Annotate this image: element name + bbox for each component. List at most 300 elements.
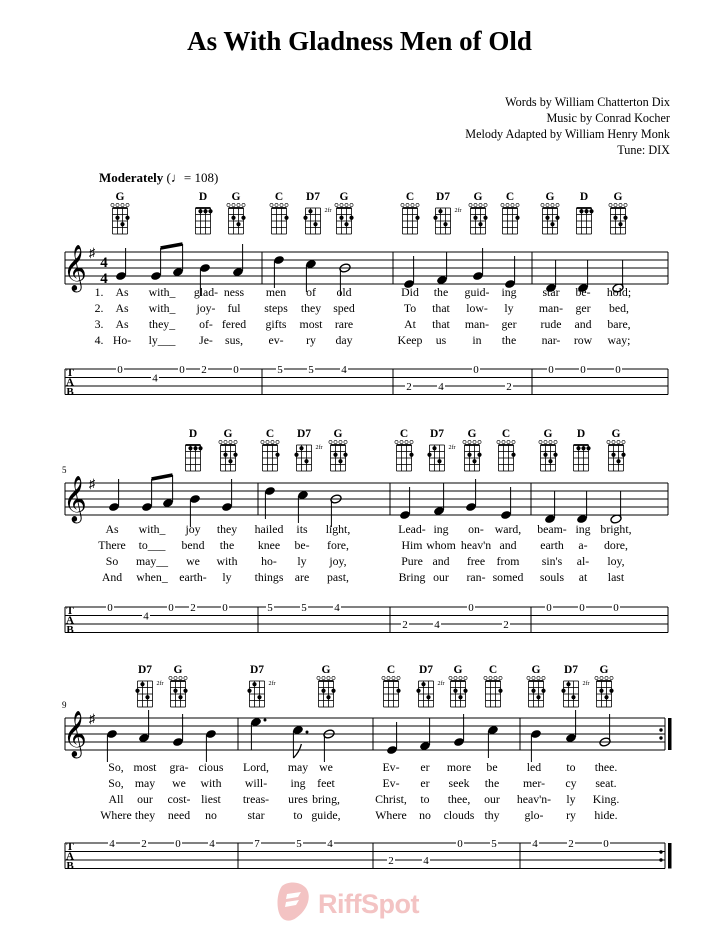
lyric-syllable: There: [98, 538, 126, 552]
finger-dot: [313, 222, 317, 226]
lyric-syllable: the: [484, 776, 500, 790]
lyric-syllable: with: [216, 554, 238, 568]
finger-dot: [515, 216, 519, 220]
chord-name: G: [115, 191, 125, 203]
tab-final-barline: [668, 843, 672, 869]
lyric-syllable: somed: [492, 570, 524, 584]
chord-name: D: [576, 428, 586, 440]
lyric-syllable: 1.: [94, 285, 104, 299]
lyric-syllable: with_: [138, 522, 166, 536]
open-string-marker: [459, 676, 462, 679]
lyric-syllable: clouds: [443, 808, 475, 822]
chord-diagram-icon: [595, 676, 614, 707]
lyric-syllable: Ho-: [112, 333, 132, 347]
tab-fret-number: 0: [473, 364, 479, 376]
chord-name: G: [321, 664, 331, 676]
lyric-syllable: whom: [426, 538, 456, 552]
lyric-syllable: So,: [108, 776, 124, 790]
open-string-marker: [605, 676, 608, 679]
chord-name: D7: [249, 664, 265, 676]
finger-dot: [618, 222, 622, 226]
lyric-syllable: Je-: [199, 333, 213, 347]
open-string-marker: [595, 676, 598, 679]
lyric-syllable: of-: [199, 317, 213, 331]
open-string-marker: [607, 440, 610, 443]
quarter-note-icon: ♩: [170, 170, 184, 185]
lyric-syllable: the: [501, 333, 517, 347]
fret-position-label: 2fr: [437, 681, 445, 687]
lyric-syllable: may: [287, 760, 309, 774]
finger-dot: [438, 209, 442, 213]
lyric-syllable: gra-: [169, 760, 189, 774]
lyric-syllable: sus,: [224, 333, 244, 347]
tab-fret-number: 0: [222, 602, 228, 614]
lyric-syllable: no: [419, 808, 431, 822]
music-system: [63, 191, 668, 398]
open-string-marker: [551, 203, 554, 206]
lyric-syllable: and: [574, 317, 592, 331]
finger-dot: [140, 682, 144, 686]
fret-position-label: 2fr: [315, 445, 323, 451]
tab-fret-number: 0: [548, 364, 554, 376]
tempo-bpm: = 108: [183, 170, 214, 185]
sharp-key-signature-icon: ♯: [88, 476, 96, 491]
fret-position-label: 2fr: [448, 445, 456, 451]
lyric-syllable: As: [105, 522, 119, 536]
lyric-syllable: So,: [108, 760, 124, 774]
tab-fret-number: 2: [190, 602, 196, 614]
open-string-marker: [327, 676, 330, 679]
finger-dot: [616, 459, 620, 463]
chord-name: D7: [305, 191, 321, 203]
open-string-marker: [275, 203, 278, 206]
lyric-syllable: they_: [148, 317, 176, 331]
open-string-marker: [111, 203, 114, 206]
finger-dot: [308, 209, 312, 213]
lyric-syllable: bright,: [600, 522, 632, 536]
lyric-syllable: loy,: [607, 554, 625, 568]
lyric-syllable: star: [542, 285, 560, 299]
lyric-syllable: mer-: [522, 776, 546, 790]
lyric-syllable: thy: [484, 808, 500, 822]
finger-dot: [145, 695, 149, 699]
chord-name: D: [198, 191, 208, 203]
fret-position-label: 2fr: [156, 681, 164, 687]
finger-dot: [198, 209, 202, 213]
chord-diagram-icon: [196, 208, 213, 234]
lyric-syllable: a-: [578, 538, 588, 552]
lyric-syllable: er: [420, 776, 430, 790]
tab-fret-number: 4: [209, 838, 215, 850]
open-string-marker: [271, 440, 274, 443]
note: [472, 248, 484, 281]
lyric-syllable: ry: [566, 808, 576, 822]
finger-dot: [231, 216, 235, 220]
open-string-marker: [484, 203, 487, 206]
open-string-marker: [270, 203, 273, 206]
open-string-marker: [600, 676, 603, 679]
finger-dot: [257, 695, 261, 699]
lyric-syllable: man-: [464, 317, 490, 331]
tab-fret-number: 0: [233, 364, 239, 376]
open-string-marker: [340, 203, 343, 206]
finger-dot: [426, 695, 430, 699]
lyric-syllable: sin's: [541, 554, 563, 568]
lyric-syllable: As: [115, 285, 129, 299]
open-string-marker: [410, 440, 413, 443]
tab-fret-number: 2: [568, 838, 574, 850]
chord-name: G: [453, 664, 463, 676]
chord-name: C: [265, 428, 275, 440]
chord-name: D7: [137, 664, 153, 676]
augmentation-dot: [306, 731, 309, 734]
lyric-syllable: seat.: [595, 776, 617, 790]
chord-name: D: [579, 191, 589, 203]
lyric-syllable: 2.: [94, 301, 104, 315]
chord-diagram-icon: [111, 203, 130, 234]
open-string-marker: [542, 676, 545, 679]
open-string-marker: [392, 676, 395, 679]
lyric-syllable: guid-: [464, 285, 490, 299]
finger-dot: [183, 689, 187, 693]
finger-dot: [463, 689, 467, 693]
lyric-syllable: hide.: [594, 808, 618, 822]
lyric-syllable: Where: [375, 808, 407, 822]
lyric-syllable: King.: [592, 792, 620, 806]
chord-name: C: [399, 428, 409, 440]
finger-dot: [611, 453, 615, 457]
note: [221, 479, 233, 512]
riffspot-logo-text: RiffSpot: [318, 889, 419, 919]
finger-dot: [536, 695, 540, 699]
lyric-syllable: joy-: [196, 301, 216, 315]
finger-dot: [531, 689, 535, 693]
chord-diagram-icon: [449, 676, 468, 707]
lyric-syllable: hold;: [606, 285, 632, 299]
lyric-syllable: star: [247, 808, 265, 822]
open-string-marker: [554, 440, 557, 443]
lyric-syllable: need: [167, 808, 191, 822]
lyric-syllable: Lord,: [243, 760, 269, 774]
tab-fret-number: 4: [143, 610, 149, 623]
finger-dot: [621, 453, 625, 457]
finger-dot: [120, 222, 124, 226]
lyric-syllable: may__: [135, 554, 169, 568]
open-string-marker: [224, 440, 227, 443]
finger-dot: [321, 689, 325, 693]
lyric-syllable: they: [216, 522, 238, 536]
finger-dot: [415, 216, 419, 220]
tab-fret-number: 4: [334, 602, 340, 614]
note: [273, 255, 285, 288]
finger-dot: [550, 222, 554, 226]
tab-fret-number: 0: [457, 838, 463, 850]
finger-dot: [344, 222, 348, 226]
finger-dot: [208, 209, 212, 213]
lyric-syllable: earth-: [179, 570, 207, 584]
lyric-syllable: At: [404, 317, 416, 331]
measure-number: 9: [62, 700, 67, 710]
note: [106, 729, 118, 762]
tab-clef-letter: T: [66, 605, 74, 617]
chord-name: G: [467, 428, 477, 440]
lyric-syllable: that: [432, 301, 450, 315]
note: [232, 244, 244, 277]
tab-fret-number: 7: [254, 838, 260, 850]
tab-fret-number: 5: [301, 602, 307, 614]
lyric-syllable: our: [433, 570, 449, 584]
tab-fret-number: 0: [615, 364, 621, 376]
open-string-marker: [344, 440, 347, 443]
open-string-marker: [184, 676, 187, 679]
lyric-syllable: ho-: [261, 554, 277, 568]
tab-fret-number: 0: [468, 602, 474, 614]
lyric-syllable: ing: [433, 522, 449, 536]
chord-name: G: [473, 191, 483, 203]
lyric-syllable: As: [115, 301, 129, 315]
finger-dot: [472, 459, 476, 463]
tab-fret-number: 5: [277, 364, 283, 376]
lyric-syllable: are: [294, 570, 310, 584]
finger-dot: [579, 209, 583, 213]
lyric-syllable: its: [296, 522, 308, 536]
note: [453, 714, 465, 747]
open-string-marker: [512, 440, 515, 443]
open-string-marker: [507, 440, 510, 443]
open-string-marker: [382, 676, 385, 679]
tab-clef-letter: B: [66, 624, 74, 636]
lyric-syllable: rude: [540, 317, 562, 331]
chord-diagram-icon: [395, 440, 414, 471]
note: [150, 248, 162, 281]
open-string-marker: [242, 203, 245, 206]
open-string-marker: [610, 676, 613, 679]
finger-dot: [473, 216, 477, 220]
tempo-label: Moderately: [99, 170, 164, 185]
tab-fret-number: 0: [613, 602, 619, 614]
repeat-dot: [659, 858, 662, 861]
chord-diagram-icon: [186, 445, 203, 471]
lyric-syllable: All: [108, 792, 124, 806]
finger-dot: [566, 682, 570, 686]
note: [141, 479, 153, 512]
finger-dot: [458, 695, 462, 699]
credit-melody: Melody Adapted by William Henry Monk: [465, 127, 670, 141]
note: [544, 491, 556, 524]
open-string-marker: [463, 440, 466, 443]
lyric-syllable: ly: [222, 570, 232, 584]
open-string-marker: [335, 203, 338, 206]
open-string-marker: [546, 203, 549, 206]
open-string-marker: [494, 676, 497, 679]
lyric-syllable: heav'n: [460, 538, 492, 552]
note: [487, 725, 499, 758]
chord-diagram-icon: [527, 676, 546, 707]
open-string-marker: [479, 203, 482, 206]
finger-dot: [304, 459, 308, 463]
open-string-marker: [539, 440, 542, 443]
lyric-syllable: with_: [148, 285, 176, 299]
tab-fret-number: 5: [308, 364, 314, 376]
credit-tune: Tune: DIX: [617, 143, 670, 157]
open-string-marker: [527, 676, 530, 679]
lyric-syllable: nar-: [541, 333, 561, 347]
chord-diagram-icon: [497, 440, 516, 471]
finger-dot: [478, 222, 482, 226]
credit-words: Words by William Chatterton Dix: [505, 95, 670, 109]
chord-name: C: [386, 664, 396, 676]
finger-dot: [203, 209, 207, 213]
lyric-syllable: Did: [401, 285, 419, 299]
finger-dot: [437, 459, 441, 463]
lyric-syllable: earth: [540, 538, 564, 552]
chord-name: D7: [418, 664, 434, 676]
lyric-syllable: steps: [264, 301, 288, 315]
lyric-syllable: with_: [148, 301, 176, 315]
chord-name: C: [501, 428, 511, 440]
chord-name: G: [173, 664, 183, 676]
note: [250, 717, 266, 750]
lyric-syllable: ful: [227, 301, 241, 315]
lyric-syllable: ing: [575, 522, 591, 536]
music-system: [62, 664, 672, 872]
lyric-syllable: cost-: [167, 792, 191, 806]
chord-diagram-icon: [539, 440, 558, 471]
lyric-syllable: Keep: [397, 333, 423, 347]
tab-fret-number: 2: [406, 381, 412, 393]
chord-name: G: [545, 191, 555, 203]
chord-diagram-icon: [219, 440, 238, 471]
tab-fret-number: 2: [402, 619, 408, 631]
lyric-syllable: ger: [575, 301, 591, 315]
fret-position-label: 2fr: [324, 208, 332, 214]
treble-clef-icon: 𝄞: [63, 711, 87, 756]
finger-dot: [236, 222, 240, 226]
finger-dot: [233, 453, 237, 457]
lyric-syllable: men: [265, 285, 287, 299]
lyric-syllable: er: [420, 760, 430, 774]
finger-dot: [589, 209, 593, 213]
tab-clef-letter: B: [66, 386, 74, 398]
chord-name: D7: [429, 428, 445, 440]
open-string-marker: [469, 203, 472, 206]
lyric-syllable: Bring: [398, 570, 426, 584]
finger-dot: [333, 453, 337, 457]
open-string-marker: [556, 203, 559, 206]
open-string-marker: [401, 203, 404, 206]
chord-diagram-icon: [227, 203, 246, 234]
flag: [293, 744, 301, 758]
chord-name: D7: [563, 664, 579, 676]
chord-name: C: [274, 191, 284, 203]
open-string-marker: [406, 203, 409, 206]
lyric-syllable: will-: [244, 776, 268, 790]
open-string-marker: [405, 440, 408, 443]
lyric-syllable: ry: [306, 333, 316, 347]
note: [419, 718, 431, 751]
lyric-syllable: sped: [333, 301, 355, 315]
lyric-syllable: with: [200, 776, 222, 790]
tab-fret-number: 4: [341, 364, 347, 376]
lyric-syllable: led: [526, 760, 542, 774]
lyric-syllable: 3.: [94, 317, 104, 331]
chord-name: G: [599, 664, 609, 676]
fret-position-label: 2fr: [268, 681, 276, 687]
lyric-syllable: us: [435, 333, 447, 347]
finger-dot: [604, 695, 608, 699]
finger-dot: [326, 695, 330, 699]
finger-dot: [284, 216, 288, 220]
open-string-marker: [474, 203, 477, 206]
finger-dot: [467, 453, 471, 457]
chord-diagram-icon: [541, 203, 560, 234]
open-string-marker: [501, 203, 504, 206]
chord-diagram-icon: [294, 444, 322, 471]
finger-dot: [193, 446, 197, 450]
finger-dot: [553, 453, 557, 457]
chord-diagram-icon: [469, 203, 488, 234]
lyric-syllable: 4.: [94, 333, 104, 347]
open-string-marker: [622, 440, 625, 443]
lyric-syllable: that: [432, 317, 450, 331]
open-string-marker: [612, 440, 615, 443]
chord-diagram-icon: [335, 203, 354, 234]
chord-diagram-icon: [401, 203, 420, 234]
chord-name: D7: [296, 428, 312, 440]
finger-dot: [299, 446, 303, 450]
lyric-syllable: feet: [317, 776, 335, 790]
lyric-syllable: we: [319, 760, 333, 774]
open-string-marker: [516, 203, 519, 206]
open-string-marker: [285, 203, 288, 206]
finger-dot: [576, 446, 580, 450]
finger-dot: [581, 446, 585, 450]
open-string-marker: [473, 440, 476, 443]
lyric-syllable: ly: [566, 792, 576, 806]
open-string-marker: [234, 440, 237, 443]
lyric-syllable: ward,: [494, 522, 522, 536]
tab-fret-number: 4: [438, 381, 444, 393]
open-string-marker: [541, 203, 544, 206]
chord-diagram-icon: [433, 207, 461, 234]
open-string-marker: [332, 676, 335, 679]
lyric-syllable: last: [607, 570, 625, 584]
lyric-syllable: past,: [327, 570, 349, 584]
note: [115, 248, 127, 281]
lyric-syllable: ly: [297, 554, 307, 568]
note: [436, 252, 448, 285]
open-string-marker: [179, 676, 182, 679]
note: [172, 714, 184, 747]
finger-dot: [343, 453, 347, 457]
tab-fret-number: 0: [117, 364, 123, 376]
finger-dot: [115, 216, 119, 220]
tab-clef-letter: T: [66, 841, 74, 853]
lyric-syllable: Christ,: [375, 792, 407, 806]
note: [108, 479, 120, 512]
open-string-marker: [339, 440, 342, 443]
finger-dot: [241, 216, 245, 220]
finger-dot: [584, 209, 588, 213]
open-string-marker: [232, 203, 235, 206]
lyric-syllable: As: [115, 317, 129, 331]
lyric-syllable: al-: [576, 554, 590, 568]
open-string-marker: [614, 203, 617, 206]
lyric-syllable: to: [420, 792, 430, 806]
tab-clef-letter: A: [66, 376, 74, 389]
lyric-syllable: they: [134, 808, 156, 822]
chord-name: C: [505, 191, 515, 203]
